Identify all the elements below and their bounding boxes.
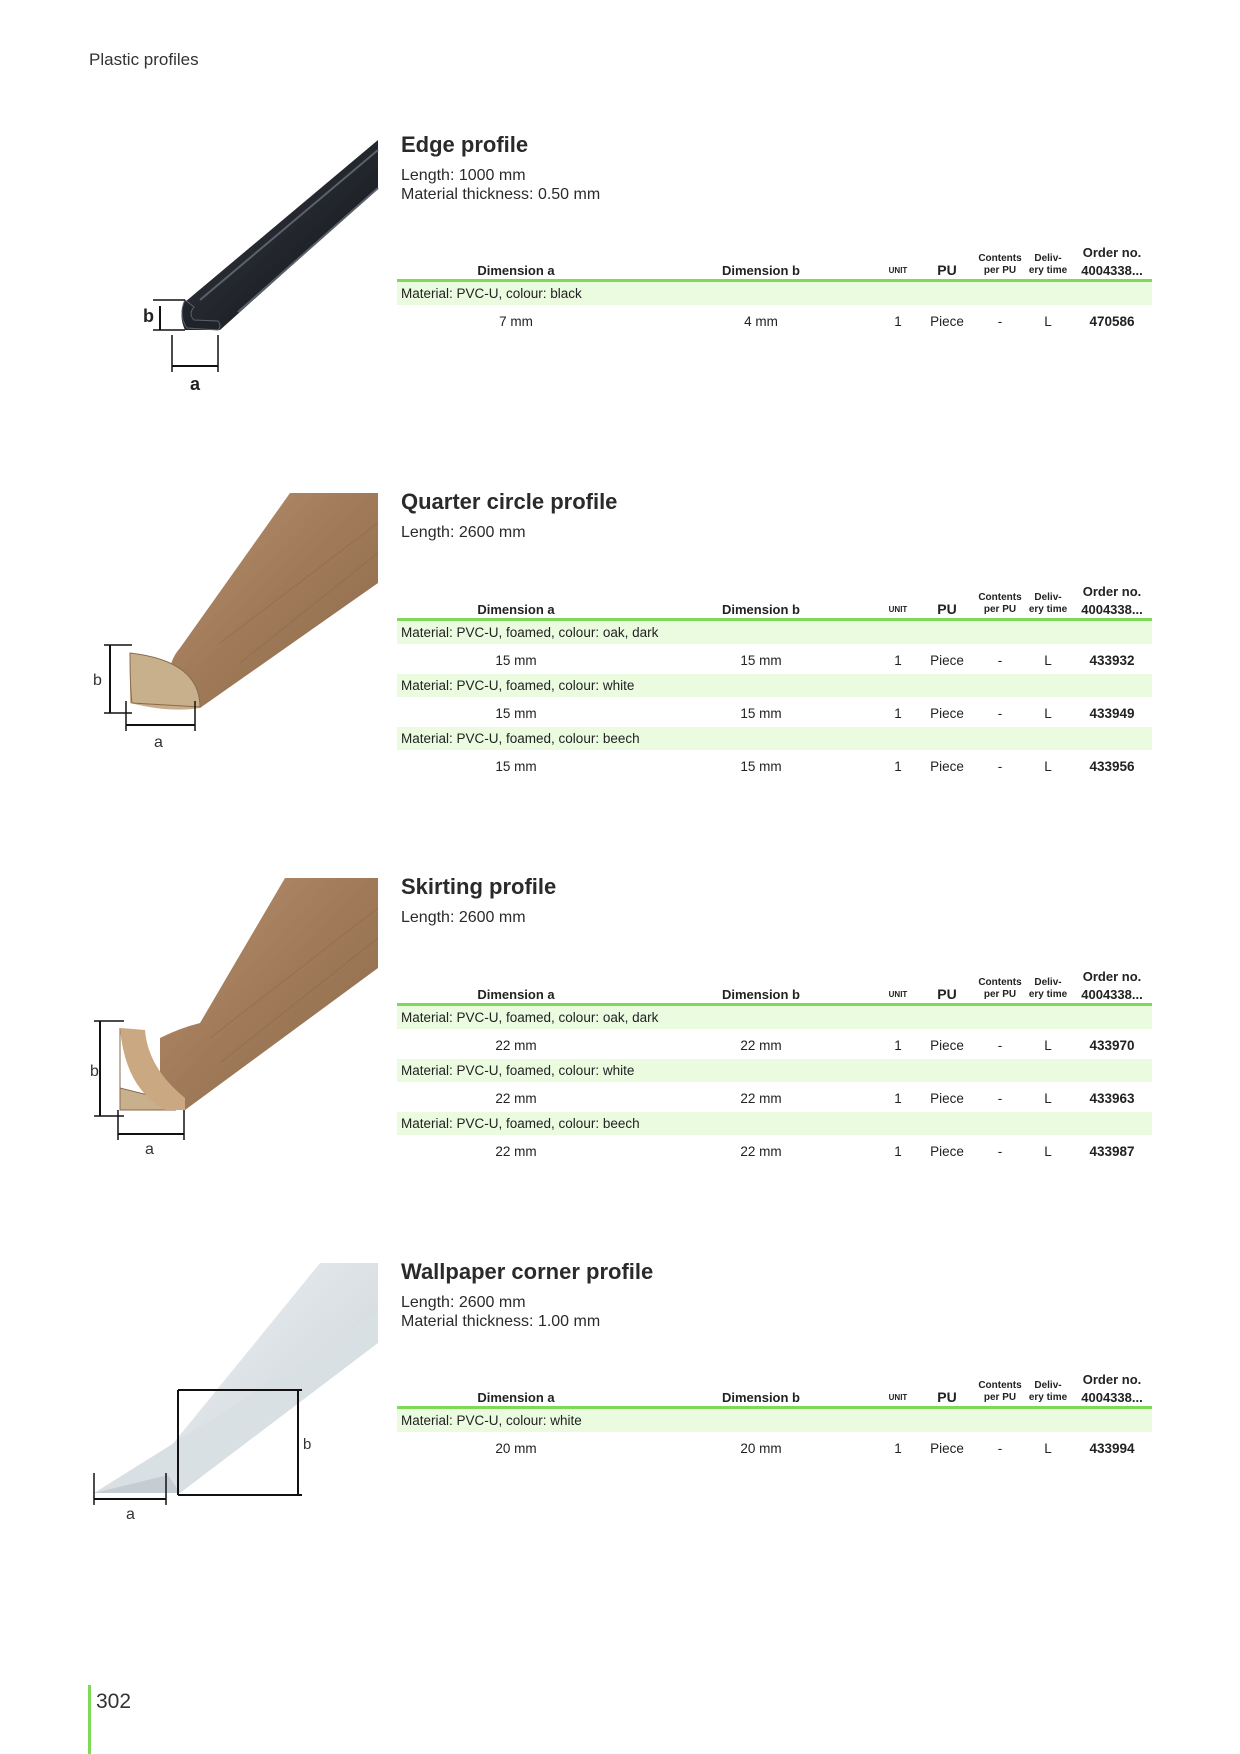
col-dimension-b: Dimension b	[721, 602, 800, 617]
cell-delivery: L	[1044, 1038, 1052, 1053]
cell-dimension-a: 15 mm	[495, 653, 537, 668]
col-unit: UNIT	[888, 1393, 908, 1402]
cell-dimension-b: 15 mm	[740, 653, 782, 668]
material-row: Material: PVC-U, foamed, colour: white	[397, 674, 1152, 697]
product-image-skirting-profile	[90, 878, 378, 1158]
col-delivery: Deliv- ery time	[1028, 253, 1068, 276]
cell-unit: 1	[894, 653, 902, 668]
product-table	[397, 580, 1152, 780]
material-row: Material: PVC-U, foamed, colour: oak, dark	[397, 621, 1152, 644]
col-order-no: Order no. 4004338...	[1081, 1372, 1143, 1405]
col-pu: PU	[937, 601, 957, 617]
cell-dimension-a: 22 mm	[495, 1144, 537, 1159]
cell-unit: 1	[894, 1038, 902, 1053]
col-contents: Contents per PU	[978, 592, 1022, 615]
col-delivery: Deliv- ery time	[1028, 1380, 1068, 1403]
cell-unit: 1	[894, 314, 902, 329]
cell-contents: -	[997, 1441, 1003, 1456]
cell-order-no: 433932	[1089, 653, 1135, 668]
table-header	[397, 580, 1152, 621]
cell-contents: -	[997, 653, 1003, 668]
cell-contents: -	[997, 759, 1003, 774]
spec-line: Material thickness: 1.00 mm	[401, 1313, 601, 1330]
table-row	[397, 1432, 1152, 1462]
product-specs	[401, 908, 526, 927]
col-dimension-a: Dimension a	[477, 1390, 555, 1405]
product-section-quarter-circle-profile	[90, 489, 1150, 809]
dimension-a-label: a	[154, 734, 163, 751]
cell-delivery: L	[1044, 759, 1052, 774]
cell-contents: -	[997, 314, 1003, 329]
cell-pu: Piece	[930, 759, 964, 774]
material-row: Material: PVC-U, foamed, colour: beech	[397, 1112, 1152, 1135]
product-specs	[401, 523, 526, 542]
col-delivery: Deliv- ery time	[1028, 977, 1068, 1000]
product-image-edge-profile	[90, 140, 378, 396]
product-image-quarter-circle-profile	[90, 493, 378, 763]
dimension-b-label: b	[143, 306, 154, 326]
col-dimension-b: Dimension b	[721, 1390, 800, 1405]
dimension-a-label: a	[145, 1141, 154, 1158]
cell-contents: -	[997, 1038, 1003, 1053]
edge-profile-drawing	[90, 140, 380, 396]
cell-dimension-a: 22 mm	[495, 1091, 537, 1106]
col-order-no: Order no. 4004338...	[1081, 969, 1143, 1002]
dimension-a-label: a	[190, 374, 201, 394]
cell-dimension-b: 22 mm	[740, 1091, 782, 1106]
cell-dimension-a: 22 mm	[495, 1038, 537, 1053]
product-section-edge-profile	[90, 132, 1150, 432]
dimension-b-label: b	[93, 672, 102, 689]
cell-contents: -	[997, 706, 1003, 721]
cell-order-no: 433963	[1089, 1091, 1135, 1106]
col-pu: PU	[937, 986, 957, 1002]
cell-order-no: 433970	[1089, 1038, 1135, 1053]
cell-order-no: 433994	[1089, 1441, 1135, 1456]
table-row	[397, 1135, 1152, 1165]
table-header	[397, 965, 1152, 1006]
col-dimension-b: Dimension b	[721, 987, 800, 1002]
cell-dimension-a: 20 mm	[495, 1441, 537, 1456]
dimension-a-label: a	[126, 1506, 135, 1523]
table-header	[397, 1368, 1152, 1409]
table-header	[397, 241, 1152, 282]
cell-delivery: L	[1044, 706, 1052, 721]
cell-dimension-b: 22 mm	[740, 1038, 782, 1053]
col-pu: PU	[937, 262, 957, 278]
col-dimension-a: Dimension a	[477, 987, 555, 1002]
cell-pu: Piece	[930, 314, 964, 329]
material-row: Material: PVC-U, foamed, colour: oak, dark	[397, 1006, 1152, 1029]
col-unit: UNIT	[888, 990, 908, 999]
col-contents: Contents per PU	[978, 1380, 1022, 1403]
product-specs	[401, 166, 600, 204]
product-image-wallpaper-corner-profile	[90, 1263, 378, 1533]
dimension-b-label: b	[303, 1436, 312, 1453]
cell-unit: 1	[894, 1144, 902, 1159]
col-delivery: Deliv- ery time	[1028, 592, 1068, 615]
wallpaper-corner-drawing	[90, 1263, 380, 1533]
cell-pu: Piece	[930, 1038, 964, 1053]
cell-unit: 1	[894, 1441, 902, 1456]
table-row	[397, 1029, 1152, 1059]
table-row	[397, 305, 1152, 335]
col-contents: Contents per PU	[978, 253, 1022, 276]
cell-pu: Piece	[930, 706, 964, 721]
col-order-no: Order no. 4004338...	[1081, 245, 1143, 278]
col-order-no: Order no. 4004338...	[1081, 584, 1143, 617]
table-row	[397, 1082, 1152, 1112]
product-title: Skirting profile	[401, 874, 557, 899]
spec-line: Length: 2600 mm	[401, 524, 526, 541]
cell-pu: Piece	[930, 1441, 964, 1456]
cell-dimension-a: 7 mm	[499, 314, 533, 329]
cell-dimension-a: 15 mm	[495, 759, 537, 774]
skirting-profile-drawing	[90, 878, 380, 1158]
product-section-wallpaper-corner-profile	[90, 1259, 1150, 1539]
running-head: Plastic profiles	[89, 50, 199, 69]
spec-line: Material thickness: 0.50 mm	[401, 186, 601, 203]
table-row	[397, 644, 1152, 674]
cell-dimension-b: 15 mm	[740, 759, 782, 774]
product-section-skirting-profile	[90, 874, 1150, 1194]
spec-line: Length: 2600 mm	[401, 1294, 526, 1311]
material-row: Material: PVC-U, foamed, colour: beech	[397, 727, 1152, 750]
product-table	[397, 1368, 1152, 1462]
col-dimension-a: Dimension a	[477, 602, 555, 617]
dimension-b-label: b	[90, 1063, 99, 1080]
cell-pu: Piece	[930, 1144, 964, 1159]
spec-line: Length: 2600 mm	[401, 909, 526, 926]
cell-order-no: 433956	[1089, 759, 1135, 774]
col-dimension-b: Dimension b	[721, 263, 800, 278]
page-number: 302	[96, 1690, 132, 1713]
cell-dimension-b: 22 mm	[740, 1144, 782, 1159]
cell-order-no: 433949	[1089, 706, 1135, 721]
cell-contents: -	[997, 1091, 1003, 1106]
cell-contents: -	[997, 1144, 1003, 1159]
cell-delivery: L	[1044, 314, 1052, 329]
cell-pu: Piece	[930, 653, 964, 668]
col-unit: UNIT	[888, 266, 908, 275]
cell-unit: 1	[894, 706, 902, 721]
col-pu: PU	[937, 1389, 957, 1405]
cell-unit: 1	[894, 1091, 902, 1106]
table-row	[397, 750, 1152, 780]
product-title: Wallpaper corner profile	[401, 1259, 654, 1284]
cell-dimension-b: 4 mm	[744, 314, 778, 329]
col-dimension-a: Dimension a	[477, 263, 555, 278]
cell-unit: 1	[894, 759, 902, 774]
col-contents: Contents per PU	[978, 977, 1022, 1000]
col-unit: UNIT	[888, 605, 908, 614]
cell-pu: Piece	[930, 1091, 964, 1106]
material-row: Material: PVC-U, colour: white	[397, 1409, 1152, 1432]
cell-dimension-a: 15 mm	[495, 706, 537, 721]
cell-dimension-b: 15 mm	[740, 706, 782, 721]
cell-order-no: 433987	[1089, 1144, 1135, 1159]
cell-delivery: L	[1044, 1091, 1052, 1106]
cell-order-no: 470586	[1089, 314, 1135, 329]
product-title: Quarter circle profile	[401, 489, 618, 514]
material-row: Material: PVC-U, colour: black	[397, 282, 1152, 305]
cell-delivery: L	[1044, 1144, 1052, 1159]
table-row	[397, 697, 1152, 727]
product-table	[397, 965, 1152, 1165]
spec-line: Length: 1000 mm	[401, 167, 526, 184]
product-table	[397, 241, 1152, 335]
product-title: Edge profile	[401, 132, 529, 157]
cell-dimension-b: 20 mm	[740, 1441, 782, 1456]
material-row: Material: PVC-U, foamed, colour: white	[397, 1059, 1152, 1082]
quarter-circle-drawing	[90, 493, 380, 763]
cell-delivery: L	[1044, 1441, 1052, 1456]
product-specs	[401, 1293, 600, 1331]
cell-delivery: L	[1044, 653, 1052, 668]
page-number-bar	[88, 1685, 91, 1754]
